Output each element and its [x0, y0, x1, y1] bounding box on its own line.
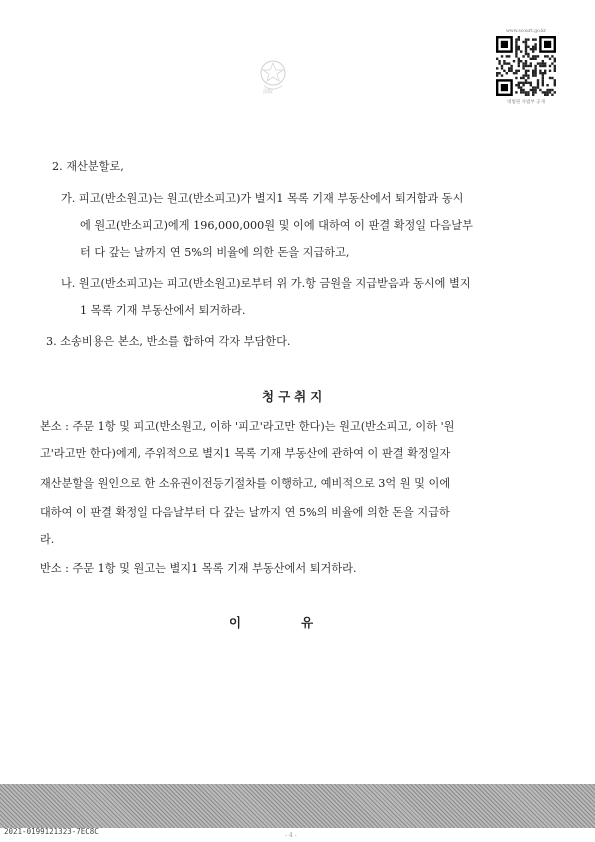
main-claim-line-3: 재산분할을 원인으로 한 소유권이전등기절차를 이행하고, 예비적으로 3억 원 및 이에 — [40, 477, 451, 490]
seal-label: 法院 — [263, 89, 274, 95]
page-number: - 4 - — [285, 832, 297, 839]
reason-heading-char-1: 이 — [229, 615, 242, 630]
main-claim-line-5: 라. — [40, 533, 55, 546]
order-item-2-ga-line-2: 에 원고(반소피고)에게 196,000,000원 및 이에 대하여 이 판결 확정일 다음날부 — [80, 219, 473, 232]
main-claim-line-2: 고'라고만 한다)에게, 주위적으로 별지1 목록 기재 부동산에 관하여 이 판결 확정일자 — [40, 447, 451, 460]
order-item-2-na-line-2: 1 목록 기재 부동산에서 퇴거하라. — [80, 304, 246, 317]
order-item-2-ga-text: 가. 피고(반소원고)는 원고(반소피고)가 별지1 목록 기재 부동산에서 퇴거함과 동시 — [61, 192, 464, 205]
scan-noise-band — [0, 784, 595, 828]
qr-code-icon — [496, 36, 556, 96]
qr-caption: 대법원 사법부 공개 — [507, 100, 545, 105]
order-item-2-ga-line-3: 터 다 갚는 날까지 연 5%의 비율에 의한 돈을 지급하고, — [80, 246, 350, 259]
order-item-2: 2. 재산분할로, — [52, 160, 124, 173]
main-claim-line-1: 본소 : 주문 1항 및 피고(반소원고, 이하 '피고'라고만 한다)는 원고(반소피고, 이하 '원 — [40, 420, 455, 433]
main-claim-line-4: 대하여 이 판결 확정일 다음날부터 다 갚는 날까지 연 5%의 비율에 의한 돈을 지급하 — [40, 506, 450, 519]
reason-heading-char-2: 유 — [301, 615, 314, 630]
counter-claim: 반소 : 주문 1항 및 원고는 별지1 목록 기재 부동산에서 퇴거하라. — [40, 562, 357, 575]
document-id: 2021-0199121323-7EC8C — [4, 827, 99, 836]
order-item-2-ga-line-1 — [61, 190, 501, 206]
order-item-2-na-line-1: 나. 원고(반소피고)는 피고(반소원고)로부터 위 가.항 금원을 지급받음과 동시에 별지 — [61, 277, 471, 290]
order-item-3: 3. 소송비용은 본소, 반소를 합하여 각자 부담한다. — [46, 335, 291, 348]
site-url: www.scourt.go.kr — [505, 29, 547, 34]
claim-heading: 청구취지 — [262, 389, 327, 404]
